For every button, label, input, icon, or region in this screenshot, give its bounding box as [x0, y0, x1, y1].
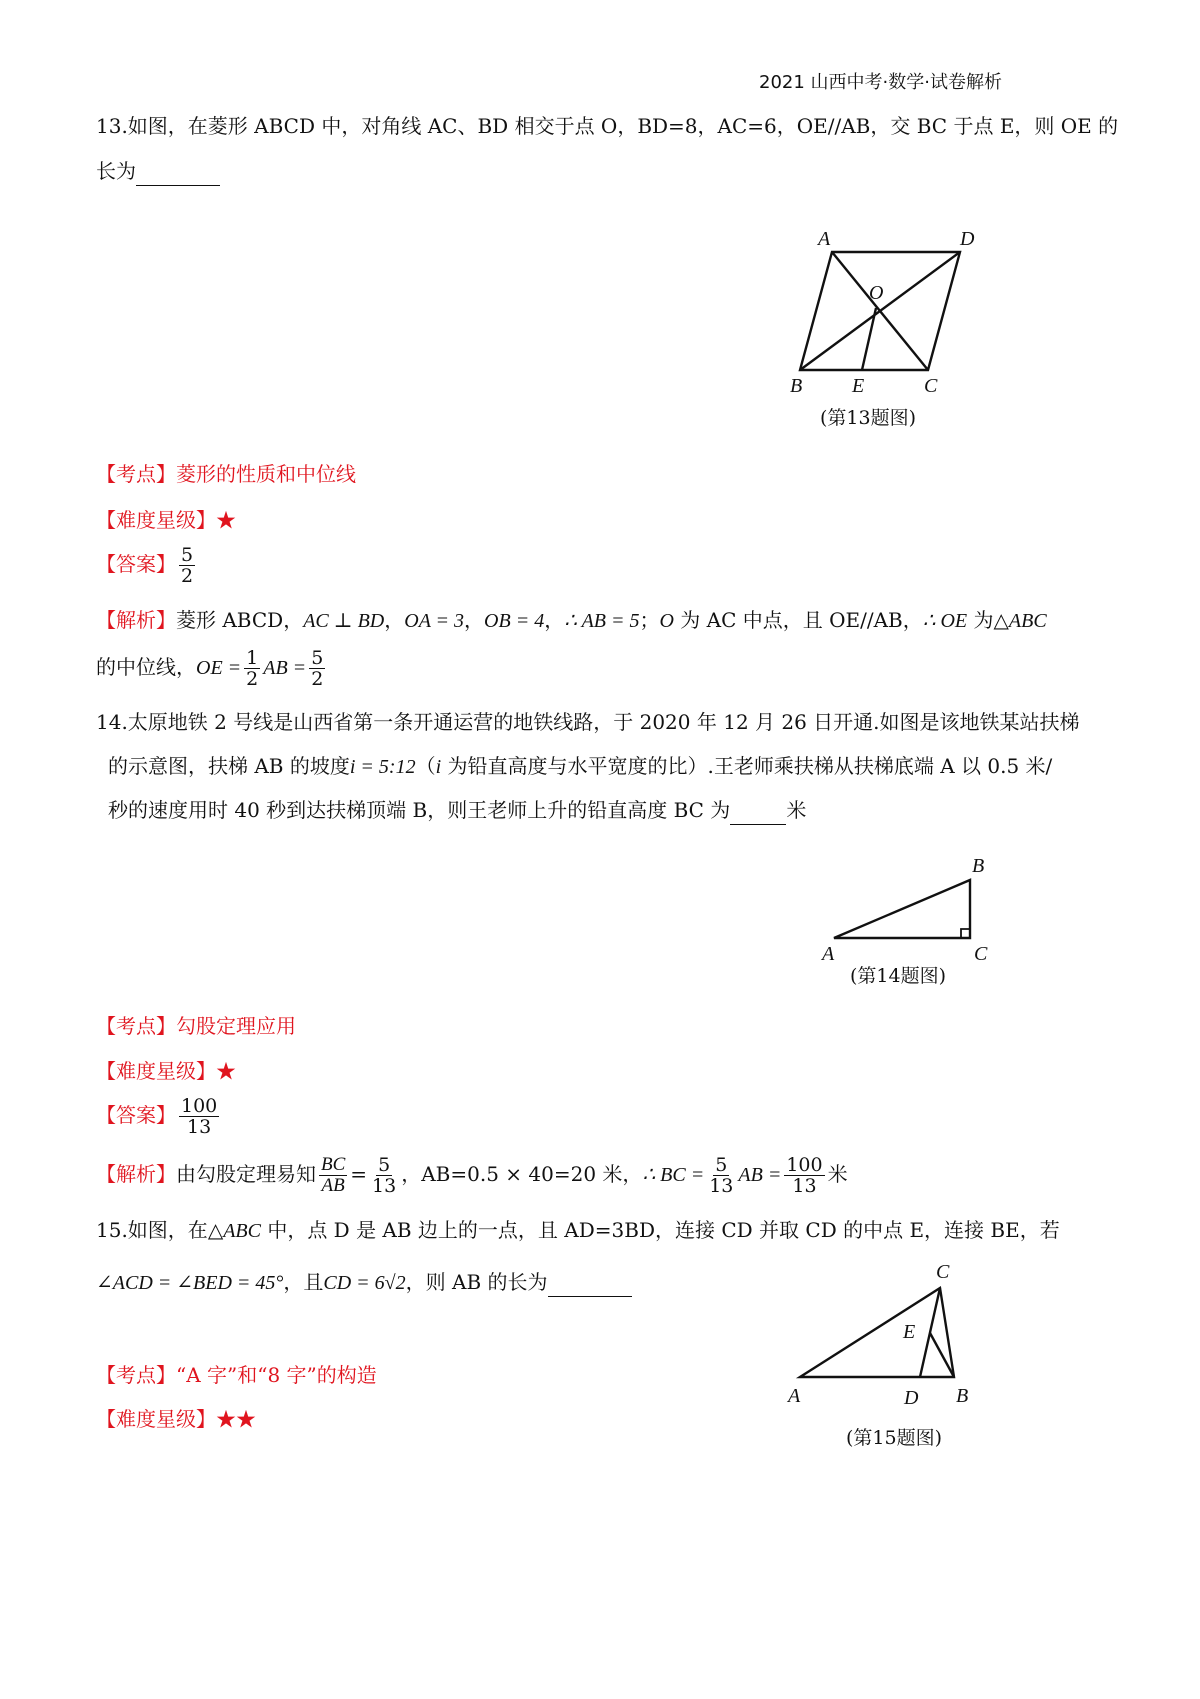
q13-answer — [96, 545, 198, 586]
q14-kaodian: 【考点】勾股定理应用 — [96, 1014, 296, 1038]
q13-stem-line1: 13.如图，在菱形 ABCD 中，对角线 AC、BD 相交于点 O，BD=8，AC=6，OE//AB，交 BC 于点 E，则 OE 的 — [96, 114, 1119, 138]
q15-label-b: B — [956, 1385, 969, 1407]
q13-kaodian-text: 菱形的性质和中位线 — [176, 462, 356, 486]
q13-label-e: E — [852, 375, 865, 397]
q13-stem-line2 — [96, 157, 220, 186]
q15-stem-line2: ∠ACD = ∠BED = 45°，且CD = 6√2，则 AB 的长为 — [96, 1268, 632, 1297]
q14-label-c: C — [974, 943, 988, 965]
q14-answer-fraction: $\frac{100}{13}$ — [181, 1095, 218, 1138]
q13-jiexi-tag: 【解析】 — [96, 608, 176, 632]
q14-stem-line1: 14.太原地铁 2 号线是山西省第一条开通运营的地铁线路，于 2020 年 12 月 26 日开通.如图是该地铁某站扶梯 — [96, 710, 1080, 734]
q13-kaodian — [96, 460, 356, 488]
q15-segment-cd — [920, 1288, 940, 1377]
q13-answer-blank — [136, 157, 220, 186]
q13-label-c: C — [924, 375, 938, 397]
q14-triangle — [834, 880, 970, 938]
q15-stem-line1: 15.如图，在△ABC 中，点 D 是 AB 边上的一点，且 AD=3BD，连接 CD 并取 CD 的中点 E，连接 BE，若 — [96, 1218, 1060, 1242]
q13-figure — [780, 220, 1020, 440]
q15-caption: (第15题图) — [846, 1427, 943, 1449]
q14-nandu: 【难度星级】★ — [96, 1059, 236, 1083]
q13-jiexi-line1: 【解析】菱形 ABCD，AC ⊥ BD，OA = 3，OB = 4，∴ AB = 5；O 为 AC 中点，且 OE//AB，∴ OE 为△ABC — [96, 608, 1047, 632]
q14-answer: 【答案】 $\frac{100}{13}$ — [96, 1095, 218, 1138]
q14-stem-line2: 的示意图，扶梯 AB 的坡度i = 5:12（i 为铅直高度与水平宽度的比）.王老师乘扶梯从扶梯底端 A 以 0.5 米/ — [108, 754, 1053, 778]
q14-answer-blank — [730, 796, 786, 825]
q15-nandu: 【难度星级】★★ — [96, 1407, 256, 1431]
q13-kaodian-tag: 【考点】 — [96, 462, 176, 486]
q13-label-o: O — [869, 282, 884, 304]
q14-jiexi: 【解析】由勾股定理易知 $\frac{BC}{AB}$ = $\frac{5}{13}$ ，AB=0.5 × 40=20 米，∴ BC = $\frac{5}{13}$ AB = $\frac{100}{13}$ 米 — [96, 1154, 848, 1197]
q15-label-e: E — [903, 1321, 916, 1343]
q13-daan-tag: 【答案】 — [96, 552, 176, 576]
q13-stem-text2: 长为 — [96, 159, 136, 183]
q13-caption: (第13题图) — [820, 407, 917, 429]
q14-label-b: B — [972, 855, 985, 877]
q14-right-angle-mark — [961, 929, 970, 938]
q14-figure — [810, 848, 1020, 998]
q13-answer-fraction: $\frac{5}{2}$ — [181, 544, 194, 587]
q13-label-a: A — [818, 228, 831, 250]
q15-kaodian: 【考点】“A 字”和“8 字”的构造 — [96, 1363, 377, 1387]
q15-label-d: D — [904, 1387, 919, 1409]
q13-label-b: B — [790, 375, 803, 397]
q13-diagonal-bd — [800, 252, 960, 370]
q14-stem-line3: 秒的速度用时 40 秒到达扶梯顶端 B，则王老师上升的铅直高度 BC 为 米 — [108, 796, 806, 825]
q13-segment-oe — [862, 308, 876, 370]
q15-figure — [780, 1252, 1000, 1472]
q13-jiexi-line2: 的中位线，OE = $\frac{1}{2}$ AB = $\frac{5}{2}$ — [96, 647, 324, 690]
q15-label-a: A — [788, 1385, 801, 1407]
q14-label-a: A — [822, 943, 835, 965]
q13-nandu-tag: 【难度星级】 — [96, 508, 216, 532]
q14-caption: (第14题图) — [850, 965, 947, 987]
q13-nandu — [96, 506, 236, 534]
page-header: 2021 山西中考·数学·试卷解析 — [759, 72, 1002, 93]
q15-label-c: C — [936, 1261, 950, 1283]
q13-nandu-stars: ★ — [216, 508, 236, 532]
q13-label-d: D — [960, 228, 975, 250]
q15-answer-blank — [548, 1268, 632, 1297]
